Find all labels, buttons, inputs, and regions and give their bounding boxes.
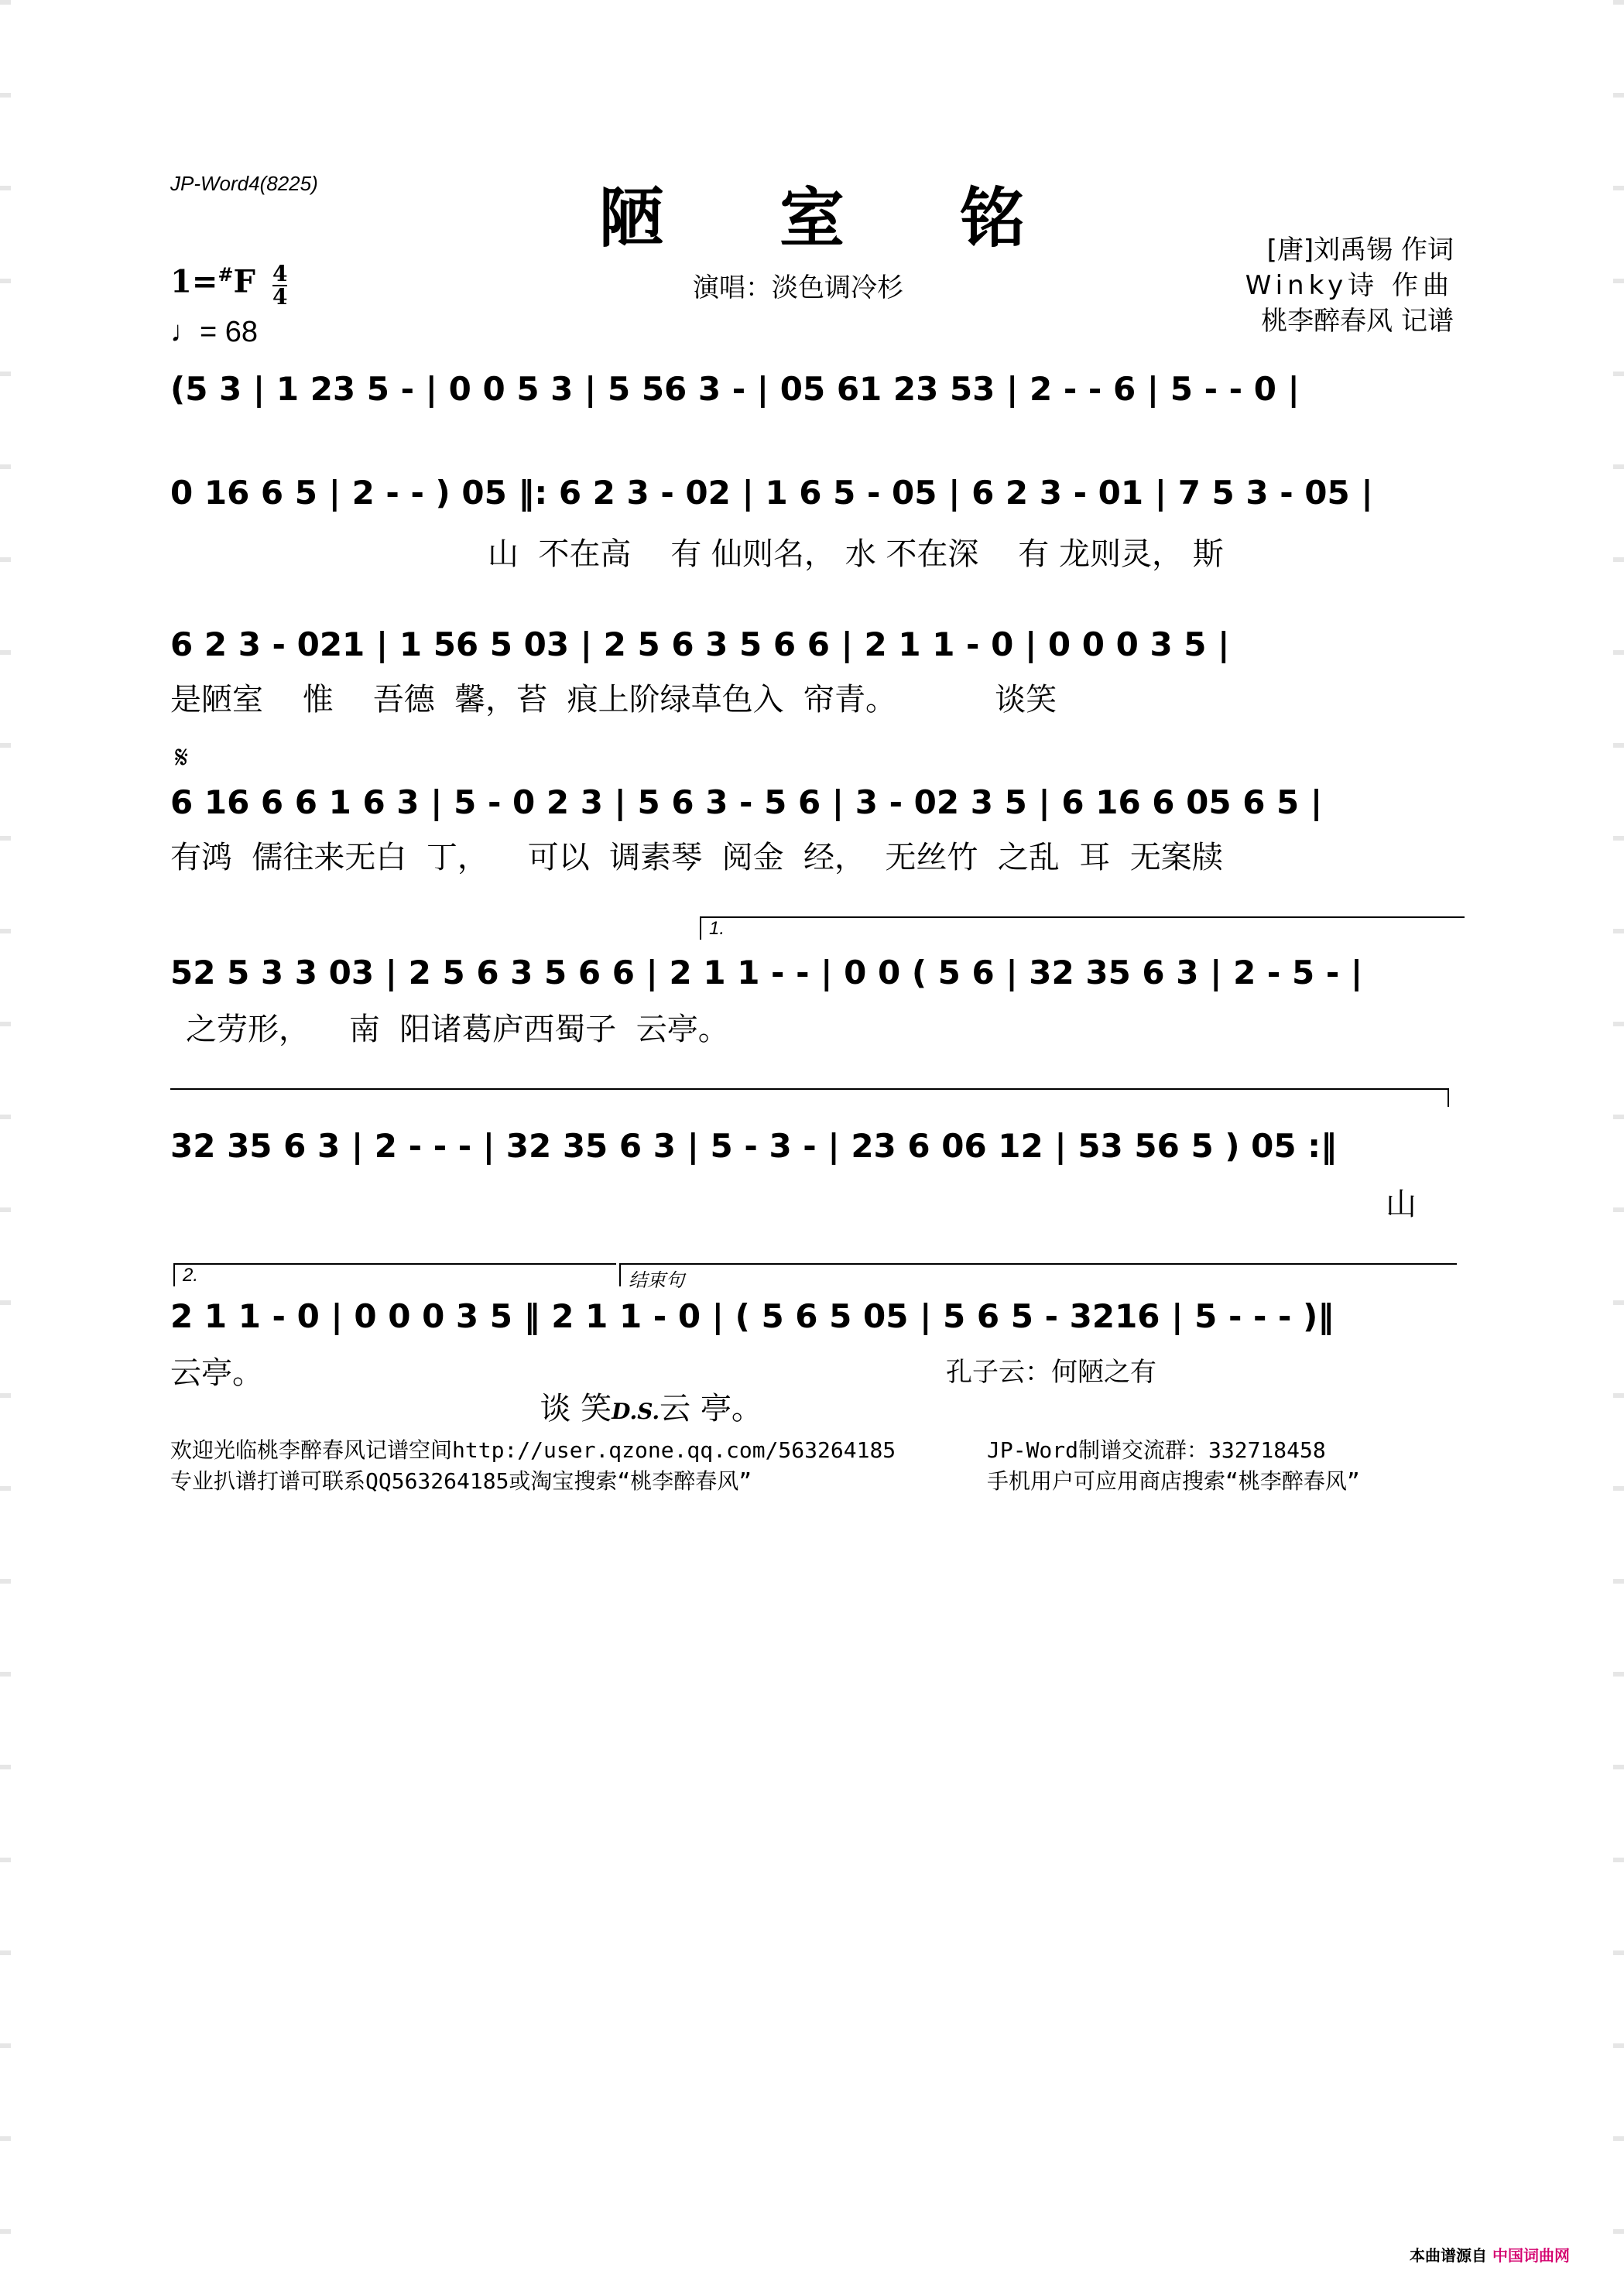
software-label: JP-Word4(8225) <box>170 172 318 195</box>
lyrics-yun-ting: 云 亭。 <box>660 1391 762 1426</box>
quarter-note-icon: ♩ <box>170 316 200 348</box>
segno-icon: 𝄋 <box>175 740 189 776</box>
continuation-bracket <box>170 1088 1449 1107</box>
source-credit <box>1410 2243 1570 2266</box>
meter-bottom: 4 <box>272 284 288 310</box>
sharp-icon: # <box>218 263 234 286</box>
key-prefix: 1= <box>170 263 218 300</box>
score-line-2: 0 16 6 5 | 2 - - ) 05 ‖: 6 2 3 - 02 | 1 6 5 - 05 | 6 2 3 - 01 | 7 5 3 - 05 | <box>170 474 1373 512</box>
lyrics-line-3: 是陋室 惟 吾德 馨，苔 痕上阶绿草色入 帘青。 谈笑 <box>170 682 1057 718</box>
score-line-7: 2 1 1 - 0 | 0 0 0 3 5 ‖ 2 1 1 - 0 | ( 5 6 5 05 | 5 6 5 - 3216 | 5 - - - )‖ <box>170 1297 1334 1335</box>
transcriber-credit: 桃李醉春风 记谱 <box>1261 306 1454 337</box>
volta-2: 2. <box>173 1263 616 1286</box>
page-title: 陋 室 铭 <box>598 180 1072 256</box>
lyrics-line-6: 山 <box>1386 1187 1417 1222</box>
key-signature <box>170 263 255 300</box>
singer-label: 演唱：淡色调冷杉 <box>693 272 903 303</box>
lyrics-line-2: 山 不在高 有 仙则名， 水 不在深 有 龙则灵， 斯 <box>488 536 1224 572</box>
tempo-value: = 68 <box>200 316 259 348</box>
left-margin-watermark <box>0 0 11 2281</box>
footer-app-text: 手机用户可应用商店搜索“桃李醉春风” <box>987 1468 1360 1494</box>
credits <box>1245 232 1454 339</box>
lyrics-line-7-a: 云亭。 <box>170 1355 263 1391</box>
footer-contact-text: 专业扒谱打谱可联系QQ563264185或淘宝搜索“桃李醉春风” <box>170 1468 752 1494</box>
composer-credit: Winky诗 作曲 <box>1245 270 1454 301</box>
tempo-mark <box>170 316 258 349</box>
ending-bracket: 结束句 <box>619 1263 1457 1286</box>
ds-mark: D.S. <box>612 1399 660 1424</box>
source-site-link[interactable]: 中国词曲网 <box>1492 2246 1570 2265</box>
lyricist-credit: [唐]刘禹锡 作词 <box>1266 235 1454 265</box>
score-line-6: 32 35 6 3 | 2 - - - | 32 35 6 3 | 5 - 3 - | 23 6 06 12 | 53 56 5 ) 05 :‖ <box>170 1127 1337 1165</box>
source-label: 本曲谱源自 <box>1410 2246 1488 2265</box>
right-margin-watermark <box>1613 0 1624 2281</box>
lyrics-line-7-d: 孔子云：何陋之有 <box>946 1357 1156 1388</box>
score-line-3: 6 2 3 - 021 | 1 56 5 03 | 2 5 6 3 5 6 6 | 2 1 1 - 0 | 0 0 0 3 5 | <box>170 625 1230 663</box>
lyrics-line-4: 有鸿 儒往来无白 丁， 可以 调素琴 阅金 经， 无丝竹 之乱 耳 无案牍 <box>170 840 1223 875</box>
score-line-1: (5 3 | 1 23 5 - | 0 0 5 3 | 5 56 3 - | 05 61 23 53 | 2 - - 6 | 5 - - 0 | <box>170 370 1300 408</box>
meter-top: 4 <box>272 261 288 286</box>
score-line-4: 6 16 6 6 1 6 3 | 5 - 0 2 3 | 5 6 3 - 5 6 | 3 - 02 3 5 | 6 16 6 05 6 5 | <box>170 783 1323 821</box>
lyrics-tan-xiao: 谈 笑 <box>540 1391 612 1426</box>
volta-1: 1. <box>700 916 1465 940</box>
key-note: F <box>233 263 255 300</box>
time-signature <box>272 263 287 308</box>
footer-group-text: JP-Word制谱交流群：332718458 <box>987 1437 1326 1463</box>
footer-link-text: 欢迎光临桃李醉春风记谱空间http://user.qzone.qq.com/563264185 <box>170 1437 896 1463</box>
lyrics-line-7-b <box>520 1348 762 1428</box>
score-line-5: 52 5 3 3 03 | 2 5 6 3 5 6 6 | 2 1 1 - - | 0 0 ( 5 6 | 32 35 6 3 | 2 - 5 - | <box>170 954 1363 992</box>
lyrics-line-5: 之劳形， 南 阳诸葛庐西蜀子 云亭。 <box>186 1012 729 1047</box>
